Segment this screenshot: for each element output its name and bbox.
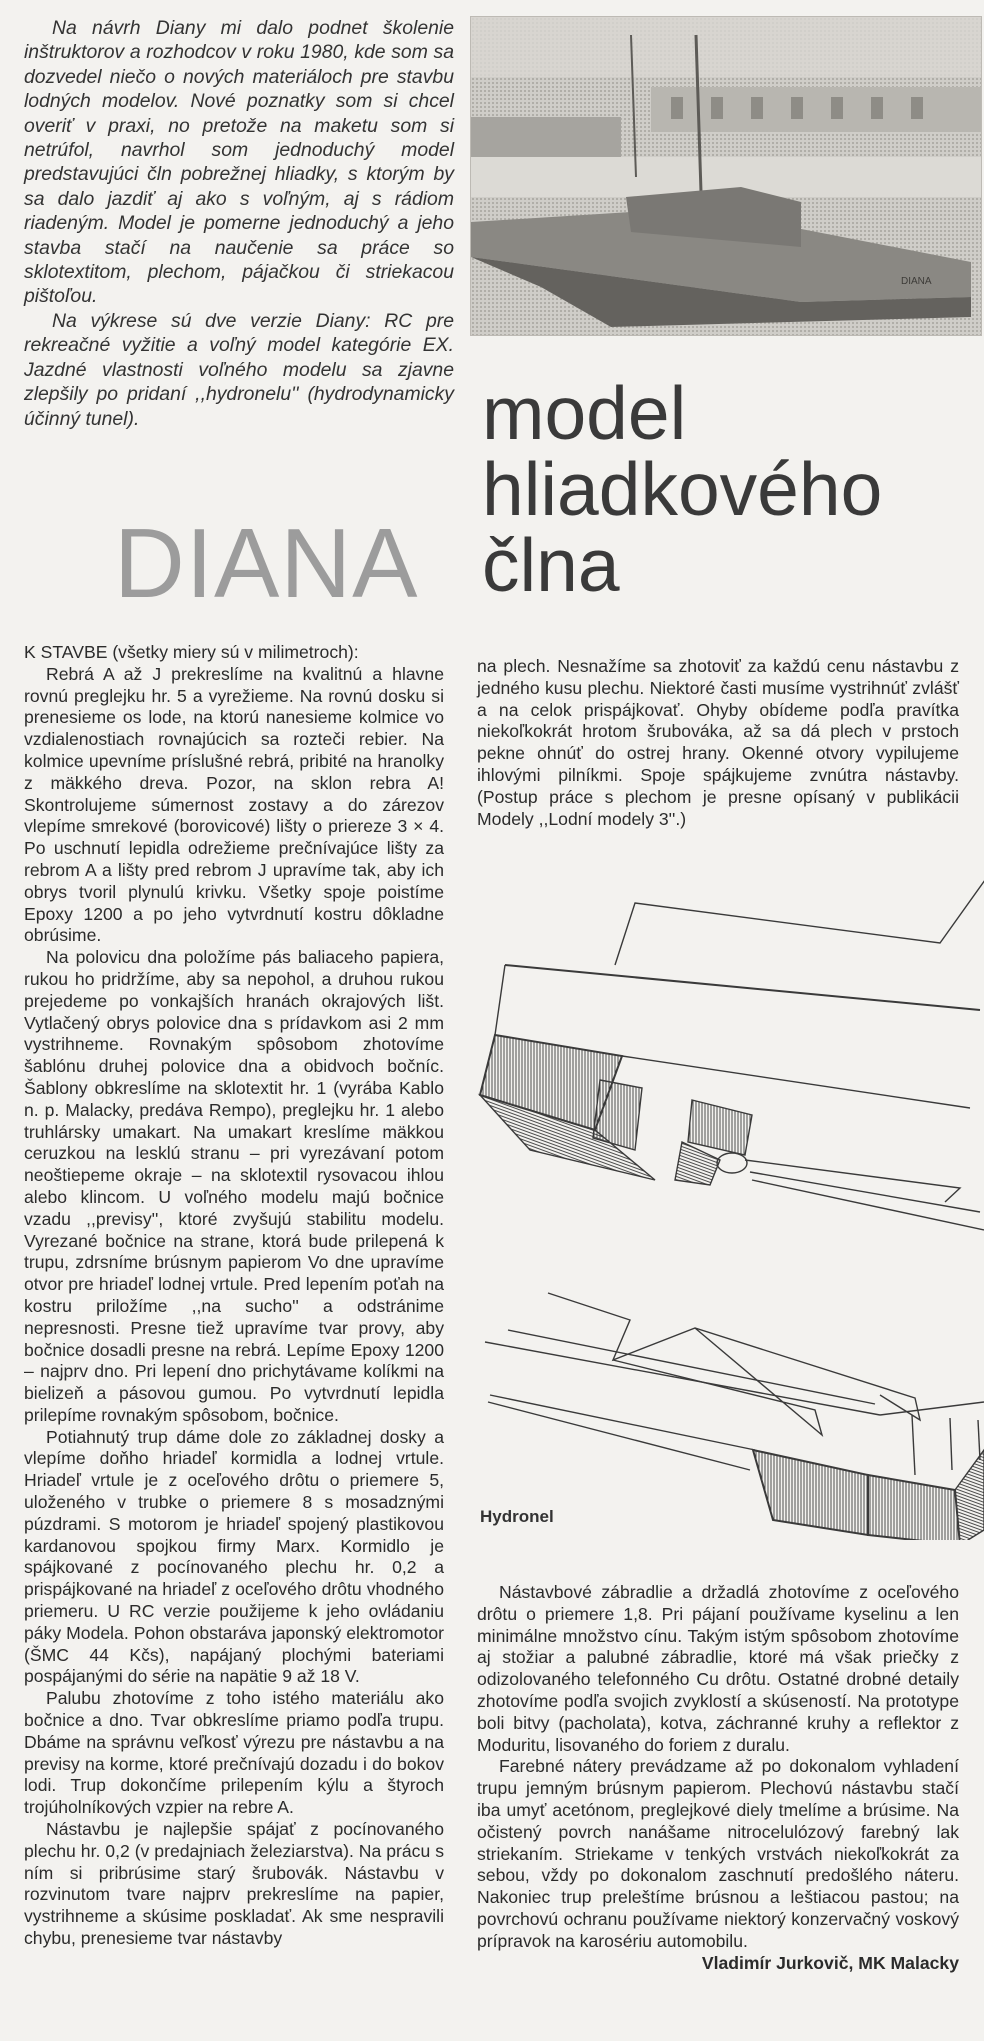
headline-line: model xyxy=(482,371,687,455)
headline-line: hliadkového xyxy=(482,447,883,531)
body-paragraph: Na polovicu dna položíme pás baliaceho papiera, rukou ho pridržíme, aby sa nepohol, a druhou rukou prejedeme po vonkajších hranách okrajových lišt. Vytlačený obrys polovice dna s prídavkom asi 2 mm vystrihneme. Rovnakým spôsobom zhotovíme šablónu druhej polovice dna a obidvoch bočníc. Šablony obkreslíme na sklotextit hr. 1 (vyrába Kablo n. p. Malacky, predáva Rempo), preglejku hr. 1 alebo truhlársky umakart. Na umakart kreslíme mäkkou ceruzkou na lesklú stranu – pri vyrezávaní potom neoštiepeme okraje – na sklotextil rysovacou ihlou alebo klincom. U voľného modelu majú bočnice vzadu ,,previsy'', ktoré zvyšujú stabilitu modelu. Vyrezané bočnice na strane, ktorá bude prilepená k trupu, zdrsníme brúsnym papierom Vo dne upravíme otvor pre hriadeľ lodnej vrtule. Pred lepením poťah na kostru priložíme ,,na sucho'' a odstránime nepresnosti. Presne tiež upravíme tvar provy, aby bočnice dosadli presne na rebrá. Lepíme Epoxy 1200 – najprv dno. Pri lepení dno prichytávame kolíkmi na bielizeň a pásovou gumou. Po vytvrdnutí lepidla prilepíme rovnakým spôsobom, bočnice. xyxy=(24,947,444,1425)
body-right-column-top xyxy=(477,656,959,830)
intro-text xyxy=(24,16,454,431)
title-diana: DIANA xyxy=(114,508,419,618)
figure-caption: Hydronel xyxy=(480,1507,554,1526)
body-paragraph: Nástavbové zábradlie a držadlá zhotovíme z oceľového drôtu o priemere 1,8. Pri pájaní používame kyselinu a len minimálne množstvo cínu. Takým istým spôsobom zhotovíme aj stožiar a palubné zábradlie, ktoré má však priečky z odizolovaného telefonného Cu drôtu. Ostatné drobné detaily zhotovíme podľa svojich zvyklostí a skúseností. Na prototype boli bitvy (pacholata), kotva, záchranné kruhy a reflektor z Moduritu, lisovaného do foriem z duralu. xyxy=(477,1582,959,1755)
body-paragraph: Palubu zhotovíme z toho istého materiálu ako bočnice a dno. Tvar obkreslíme priamo podľa trupu. Dbáme na správnu veľkosť výrezu pre nástavbu a na previsy na korme, ktoré prečnívajú dozadu i do bokov lodi. Trup dokončíme prilepením kýlu a štyroch trojúholníkových vzpier na rebre A. xyxy=(24,1688,444,1818)
intro-paragraph: Na návrh Diany mi dalo podnet školenie inštruktorov a rozhodcov v roku 1980, kde som sa dozvedel niečo o nových materiáloch pre stavbu lodných modelov. Nové poznatky som si chcel overiť v praxi, no pretože na maketu som si netrúfol, navrhol som jednoduchý model predstavujúci čln pobrežnej hliadky, s ktorým by sa dalo jazdiť aj ako s voľným, aj s rádiom riadeným. Model je pomerne jednoduchý a jeho stavba stačí na naučenie sa práce so sklotextitom, plechom, pájačkou či striekacou pištoľou. xyxy=(24,17,454,308)
body-paragraph: Nástavbu je najlepšie spájať z pocínovaného plechu hr. 0,2 (v predajniach železiarstva). Na prácu s ním si pribrúsime starý šrubovák. Nástavbu v rozvinutom tvare najprv prekreslíme na papier, vystrihneme a skúsime poskladať. Ak sme nespravili chybu, prenesieme tvar nástavby xyxy=(24,1819,444,1949)
headline-line: člna xyxy=(482,523,620,607)
hydronel-drawing xyxy=(470,880,984,1540)
headline xyxy=(482,371,883,607)
author-signature: Vladimír Jurkovič, MK Malacky xyxy=(701,1952,959,1973)
section-lead: K STAVBE (všetky miery sú v milimetroch): xyxy=(24,642,359,662)
body-right-column-bottom xyxy=(477,1582,959,1974)
body-paragraph: Potiahnutý trup dáme dole zo základnej dosky a vlepíme doňho hriadeľ kormidla a lodnej vrtule. Hriadeľ vrtule je z oceľového drôtu o priemere 5, uloženého v trubke o priemere 8 s mosadznými púzdrami. S motorom je hriadeľ spojený plastikovou kardanovou spojkou firmy Marx. Kormidlo je spájkované z pocínovaného plechu hr. 0,2 a prispájkované na hriadeľ z oceľového drôtu vhodného priemeru. U RC verzie použijeme k jeho ovládaniu páky Modela. Pohon obstaráva japonský elektromotor (ŠMC 44 Kčs), napájaný plochými bateriami pospájanými do série na napätie 9 až 18 V. xyxy=(24,1426,444,1687)
body-left-column xyxy=(24,642,444,1950)
body-paragraph-text: Farebné nátery prevádzame až po dokonalom vyhladení trupu jemným brúsnym papierom. Plechovú nástavbu stačí iba umyť acetónom, preglejkové diely tmelíme a brúsime. Na očistený povrch nanášame nitrocelulózový farebný lak striekaním. Striekame v tenkých vrstvách niekoľkokrát za sebou, vždy po dokonalom zaschnutí predošlého náteru. Nakoniec trup preleštíme brúsnou a leštiacou pastou; na povrchovú ochranu používame niektorý konzervačný voskový prípravok na karosériu automobilu. xyxy=(477,1756,959,1951)
body-paragraph xyxy=(477,1756,959,1973)
boat-photo xyxy=(470,16,982,336)
intro-paragraph: Na výkrese sú dve verzie Diany: RC pre rekreačné vyžitie a voľný model kategórie EX. Jazdné vlastnosti voľného modelu sa zjavne zlepšily po pridaní ,,hydronelu'' (hydrodynamicky účinný tunel). xyxy=(24,309,454,430)
body-paragraph: na plech. Nesnažíme sa zhotoviť za každú cenu nástavbu z jedného kusu plechu. Niektoré časti musíme vystrihnúť zvlášť a na celok prispájkovať. Ohyby obídeme podľa pravítka niekoľkokrát hrotom šrubováka, až sa dá plech v prstoch pekne ohnúť do ostrej hrany. Okenné otvory vypilujeme ihlovými pilníkmi. Spoje spájkujeme zvnútra nástavby. (Postup práce s plechom je presne opísaný v publikácii Modely ,,Lodní modely 3''.) xyxy=(477,656,959,829)
body-paragraph: Rebrá A až J prekreslíme na kvalitnú a hlavne rovnú preglejku hr. 5 a vyrežieme. Na rovnú dosku si prenesieme os lode, na ktorú nanesieme kolmice vo vzdialenostiach rovnajúcich sa rozteči rebier. Na kolmice upevníme príslušné rebrá, pribité na hranolky z mäkkého dreva. Pozor, na sklon rebra A! Skontrolujeme súmernost zostavy a do zárezov vlepíme smrekové (borovicové) lišty o priereze 3 × 4. Po uschnutí lepidla odrežieme prečnívajúce lišty za rebrom A a lišty pred rebrom J upravíme tak, aby ich obrys tvoril plynulú krivku. Všetky spoje poistíme Epoxy 1200 a po jeho vytvrdnutí kostru dôkladne obrúsime. xyxy=(24,663,444,946)
photo-hull-label: DIANA xyxy=(901,276,932,287)
